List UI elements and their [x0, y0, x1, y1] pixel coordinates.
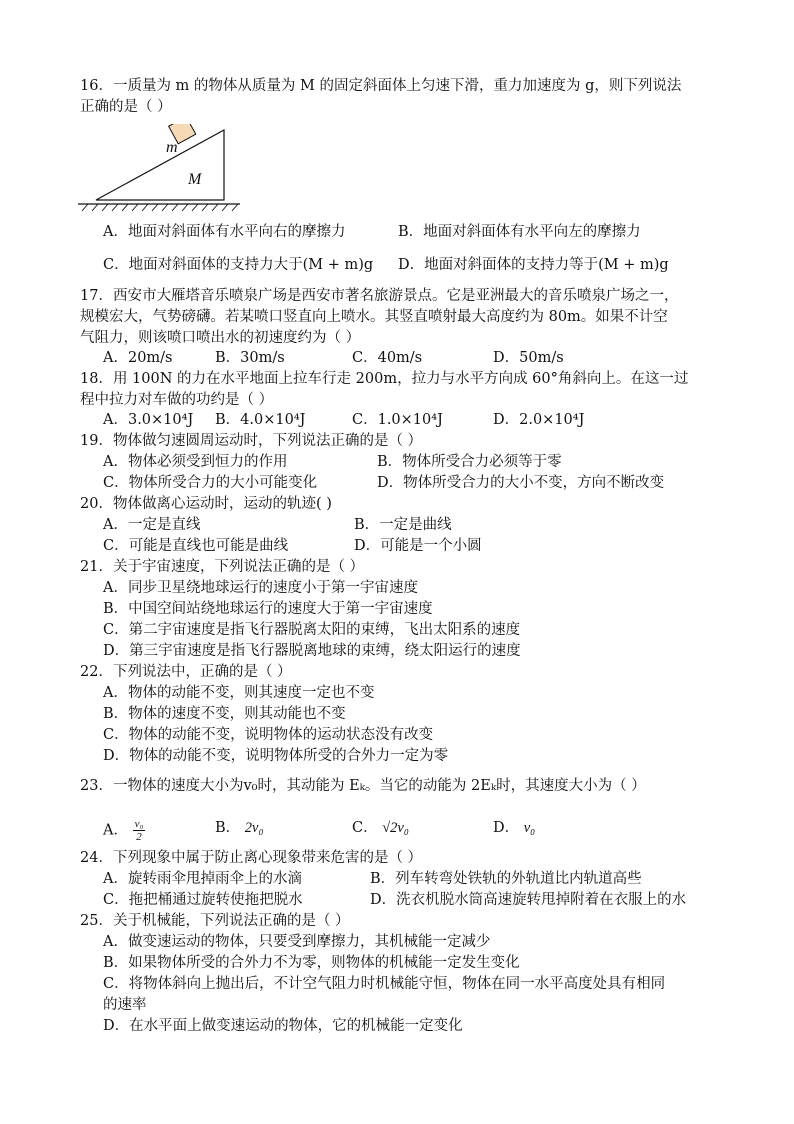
question-17 [80, 286, 720, 349]
q20-option-c[interactable]: C．可能是直线也可能是曲线 [103, 538, 289, 554]
q19-option-b[interactable]: B．物体所受合力必须等于零 [377, 454, 562, 470]
question-22 [80, 662, 720, 683]
q25-option-b[interactable]: B．如果物体所受的合外力不为零，则物体的机械能一定发生变化 [103, 955, 520, 971]
label-m: m [166, 139, 178, 156]
q24-option-a[interactable]: A．旋转雨伞甩掉雨伞上的水滴 [103, 871, 302, 887]
question-20 [80, 494, 720, 515]
q17-option-a[interactable]: A．20m/s [103, 350, 173, 366]
q19-stem: 19．物体做匀速圆周运动时，下列说法正确的是（ ） [80, 433, 423, 449]
q25-option-c-line2[interactable]: 的速率 [103, 997, 147, 1013]
question-25 [80, 911, 720, 932]
q24-option-c[interactable]: C．拖把桶通过旋转使拖把脱水 [103, 892, 303, 908]
q24-stem: 24．下列现象中属于防止离心现象带来危害的是（ ） [80, 850, 423, 866]
q18-option-d[interactable]: D．2.0×10⁴J [493, 412, 585, 428]
q23-option-c-label: C． [352, 820, 378, 836]
q22-option-c[interactable]: C．物体的动能不变，说明物体的运动状态没有改变 [103, 727, 434, 743]
incline-diagram [76, 124, 246, 216]
q16-stem-line1: 16．一质量为 m 的物体从质量为 M 的固定斜面体上匀速下滑，重力加速度为 g，则下列说法 [80, 78, 682, 94]
q16-option-b[interactable]: B．地面对斜面体有水平向左的摩擦力 [398, 224, 641, 240]
q19-option-c[interactable]: C．物体所受合力的大小可能变化 [103, 475, 318, 491]
q21-option-d[interactable]: D．第三宇宙速度是指飞行器脱离地球的束缚，绕太阳运行的速度 [103, 643, 521, 659]
q19-option-d[interactable]: D．物体所受合力的大小不变，方向不断改变 [377, 475, 665, 491]
q20-stem: 20．物体做离心运动时，运动的轨迹( ) [80, 496, 332, 512]
q20-option-a[interactable]: A．一定是直线 [103, 517, 201, 533]
q23-option-a-numerator: v₀ [134, 818, 144, 830]
q23-option-a-fraction [133, 818, 146, 843]
q23-option-a-label: A． [103, 822, 128, 839]
q17-option-b[interactable]: B．30m/s [215, 350, 285, 366]
q16-option-c[interactable]: C．地面对斜面体的支持力大于(M + m)g [103, 257, 374, 273]
q22-option-b[interactable]: B．物体的速度不变，则其动能也不变 [103, 706, 346, 722]
q25-stem: 25．关于机械能，下列说法正确的是（ ） [80, 913, 350, 929]
q23-option-c-value: √2v₀ [382, 820, 409, 836]
q24-option-d[interactable]: D．洗衣机脱水筒高速旋转甩掉附着在衣服上的水 [370, 892, 687, 908]
q16-option-a[interactable]: A．地面对斜面体有水平向右的摩擦力 [103, 224, 346, 240]
q20-option-d[interactable]: D．可能是一个小圆 [354, 538, 482, 554]
q17-stem-line3: 气阻力，则该喷口喷出水的初速度约为（ ） [80, 330, 361, 346]
q21-option-c[interactable]: C．第二宇宙速度是指飞行器脱离太阳的束缚，飞出太阳系的速度 [103, 622, 521, 638]
question-24 [80, 848, 720, 869]
question-21 [80, 557, 720, 578]
question-19 [80, 431, 720, 452]
q17-option-d[interactable]: D．50m/s [493, 350, 564, 366]
q22-stem: 22．下列说法中，正确的是（ ） [80, 664, 292, 680]
q21-option-b[interactable]: B．中国空间站绕地球运行的速度大于第一宇宙速度 [103, 601, 433, 617]
q16-option-d[interactable]: D．地面对斜面体的支持力等于(M + m)g [398, 257, 669, 273]
q18-option-b[interactable]: B．4.0×10⁴J [215, 412, 306, 428]
q23-option-d[interactable] [493, 818, 535, 839]
q25-option-d[interactable]: D．在水平面上做变速运动的物体，它的机械能一定变化 [103, 1018, 463, 1034]
q22-option-d[interactable]: D．物体的动能不变，说明物体所受的合外力一定为零 [103, 748, 449, 764]
q25-option-a[interactable]: A．做变速运动的物体，只要受到摩擦力，其机械能一定减少 [103, 934, 491, 950]
question-18 [80, 369, 720, 411]
q24-option-b[interactable]: B．列车转弯处铁轨的外轨道比内轨道高些 [370, 871, 642, 887]
q23-option-c[interactable] [352, 818, 409, 839]
q23-option-d-value: v₀ [523, 820, 536, 836]
q17-option-c[interactable]: C．40m/s [352, 350, 423, 366]
q23-option-b-value: 2v₀ [244, 820, 264, 836]
q20-option-b[interactable]: B．一定是曲线 [354, 517, 452, 533]
q23-stem: 23．一物体的速度大小为v₀时，其动能为 Eₖ。当它的动能为 2Eₖ时，其速度大小为（ ） [80, 778, 646, 794]
q18-option-a[interactable]: A．3.0×10⁴J [103, 412, 194, 428]
q25-option-c-line1[interactable]: C．将物体斜向上抛出后，不计空气阻力时机械能守恒，物体在同一水平高度处具有相同 [103, 976, 666, 992]
q21-option-a[interactable]: A．同步卫星绕地球运行的速度小于第一宇宙速度 [103, 580, 418, 596]
label-M: M [188, 171, 202, 188]
q23-option-d-label: D． [493, 820, 520, 836]
q22-option-a[interactable]: A．物体的动能不变，则其速度一定也不变 [103, 685, 375, 701]
question-16 [80, 76, 720, 118]
q17-stem-line2: 规模宏大，气势磅礴。若某喷口竖直向上喷水。其竖直喷射最大高度约为 80m。如果不计空 [80, 309, 668, 325]
q21-stem: 21．关于宇宙速度，下列说法正确的是（ ） [80, 559, 365, 575]
q23-option-b-label: B． [215, 820, 241, 836]
q23-option-a-denominator: 2 [136, 831, 142, 843]
question-23 [80, 776, 720, 797]
q18-stem-line2: 程中拉力对车做的功约是（ ） [80, 392, 274, 408]
q23-option-b[interactable] [215, 818, 264, 839]
q18-option-c[interactable]: C．1.0×10⁴J [352, 412, 443, 428]
q18-stem-line1: 18．用 100N 的力在水平地面上拉车行走 200m，拉力与水平方向成 60°角斜向上。在这一过 [80, 371, 689, 387]
q23-option-a[interactable] [103, 818, 145, 843]
q16-stem-line2: 正确的是（ ） [80, 99, 172, 115]
q19-option-a[interactable]: A．物体必须受到恒力的作用 [103, 454, 288, 470]
q17-stem-line1: 17．西安市大雁塔音乐喷泉广场是西安市著名旅游景点。它是亚洲最大的音乐喷泉广场之一， [80, 288, 679, 304]
